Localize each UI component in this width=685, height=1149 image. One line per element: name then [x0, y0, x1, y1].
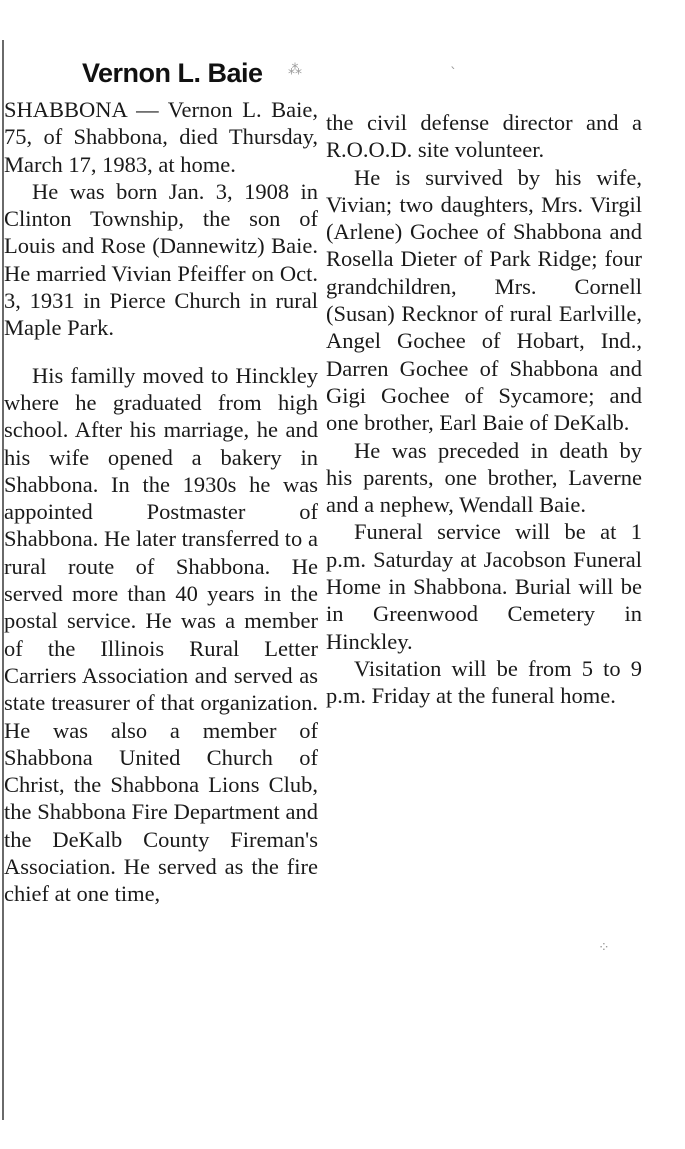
print-smudge: ⁘ — [598, 940, 611, 956]
obituary-paragraph: He is survived by his wife, Vivian; two daughters, Mrs. Virgil (Arlene) Gochee of Shabbona and Rosella Dieter of Park Ridge; four grandchildren, Mrs. Cornell (Susan) Recknor of rural Earlville, Angel Gochee of Hobart, Ind., Darren Gochee of Shabbona and Gigi Gochee of Sycamore; and one brother, Earl Baie of DeKalb. — [326, 164, 642, 436]
obituary-paragraph: He was preceded in death by his parents, one brother, Laverne and a nephew, Wendall Baie. — [326, 437, 642, 518]
print-smudge: ` — [450, 66, 458, 82]
obituary-paragraph: He was born Jan. 3, 1908 in Clinton Township, the son of Louis and Rose (Dannewitz) Baie. He married Vivian Pfeiffer on Oct. 3, 1931 in Pierce Church in rural Maple Park. — [4, 178, 318, 341]
obituary-paragraph: His familly moved to Hinckley where he graduated from high school. After his marriage, he and his wife opened a bakery in Shabbona. In the 1930s he was appointed Postmaster of Shabbona. He later transferred to a rural route of Shabbona. He served more than 40 years in the postal service. He was a member of the Illinois Rural Letter Carriers Association and served as state treasurer of that organization. He was also a member of Shabbona United Church of Christ, the Shabbona Lions Club, the Shabbona Fire Department and the DeKalb County Fireman's Association. He served as the fire chief at one time, — [4, 362, 318, 907]
obituary-paragraph: Funeral service will be at 1 p.m. Saturday at Jacobson Funeral Home in Shabbona. Burial will be in Greenwood Cemetery in Hinckley. — [326, 519, 642, 654]
obituary-headline: Vernon L. Baie — [82, 58, 263, 88]
print-smudge: ⁂ — [288, 62, 303, 78]
obituary-paragraph: Visitation will be from 5 to 9 p.m. Friday at the funeral home. — [326, 655, 642, 709]
left-column — [4, 96, 318, 908]
obituary-paragraph: SHABBONA — Vernon L. Baie, 75, of Shabbona, died Thursday, March 17, 1983, at home. — [4, 97, 318, 177]
right-column — [326, 109, 642, 710]
obituary-paragraph: the civil defense director and a R.O.O.D. site volunteer. — [326, 110, 642, 163]
